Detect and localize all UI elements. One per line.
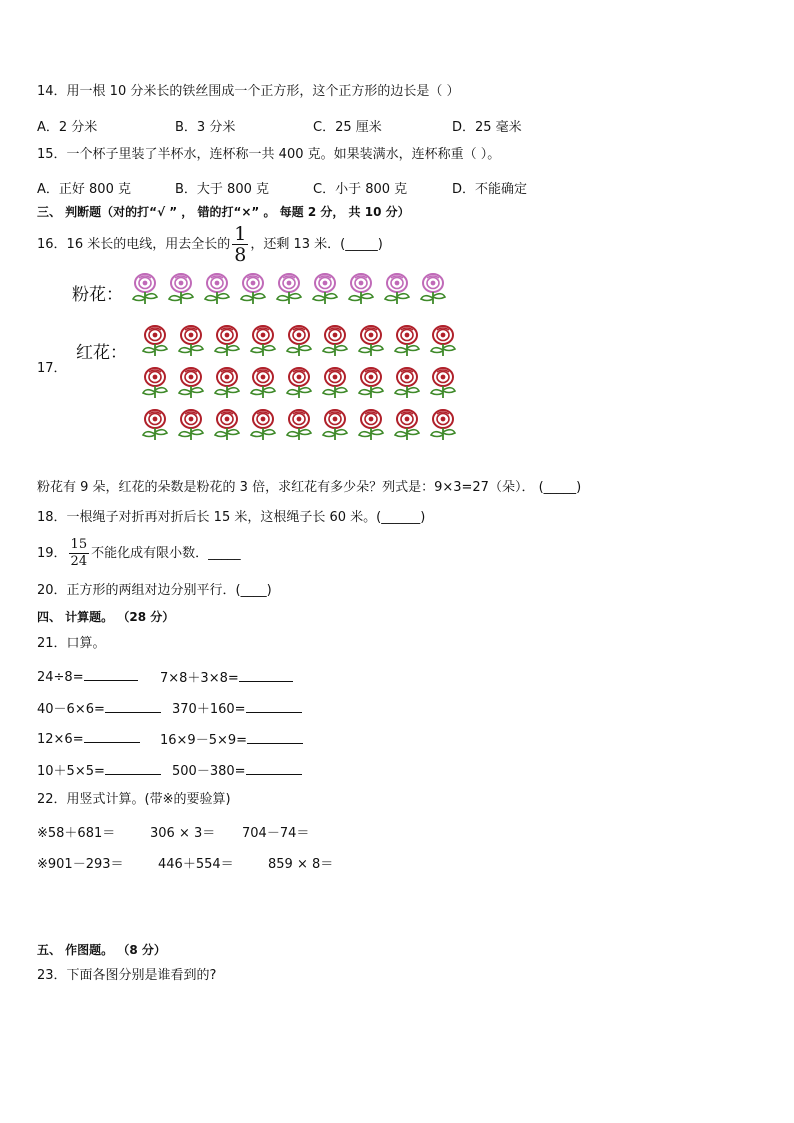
rose-flower-icon bbox=[246, 324, 280, 358]
answer-blank[interactable] bbox=[239, 668, 293, 682]
q15-option-b[interactable]: B．大于 800 克 bbox=[175, 182, 269, 197]
rose-flower-icon bbox=[138, 324, 172, 358]
q19-fraction-den: 24 bbox=[70, 554, 88, 569]
rose-flower-icon bbox=[164, 272, 198, 306]
q18-text: 18．一根绳子对折再对折后长 15 米，这根绳子长 60 米。(______) bbox=[37, 510, 426, 525]
q14-stem: 14．用一根 10 分米长的铁丝围成一个正方形，这个正方形的边长是（ ） bbox=[37, 84, 460, 99]
rose-flower-icon bbox=[390, 366, 424, 400]
rose-flower-icon bbox=[318, 324, 352, 358]
q16-post: ，还剩 13 米．(_____) bbox=[250, 237, 383, 252]
rose-flower-icon bbox=[354, 324, 388, 358]
answer-blank[interactable] bbox=[246, 699, 302, 713]
section4-heading: 四、 计算题。 （28 分） bbox=[37, 610, 175, 624]
q19-pre: 19． bbox=[37, 546, 67, 561]
q19-fraction-num: 15 bbox=[70, 537, 88, 552]
q21-expr: 500－380= bbox=[172, 764, 246, 779]
rose-flower-icon bbox=[174, 408, 208, 442]
q22-expr-2-2: 446＋554＝ bbox=[158, 857, 234, 872]
rose-flower-icon bbox=[354, 366, 388, 400]
rose-flower-icon bbox=[200, 272, 234, 306]
q14-option-c[interactable]: C．25 厘米 bbox=[313, 120, 382, 135]
rose-flower-icon bbox=[354, 408, 388, 442]
rose-flower-icon bbox=[128, 272, 162, 306]
q14-option-b[interactable]: B．3 分米 bbox=[175, 120, 236, 135]
rose-flower-icon bbox=[236, 272, 270, 306]
q22-expr-1-1: ※58＋681＝ bbox=[37, 826, 116, 841]
q21-expr: 10＋5×5= bbox=[37, 764, 105, 779]
q16-fraction-den: 8 bbox=[234, 244, 247, 266]
q19-line bbox=[37, 536, 241, 574]
pink-flower-label: 粉花： bbox=[72, 285, 123, 305]
red-flower-row-2 bbox=[138, 366, 460, 400]
section3-heading: 三、 判断题（对的打“√ ” ， 错的打“×” 。 每题 2 分， 共 10 分） bbox=[37, 205, 410, 219]
q21-expr: 24÷8= bbox=[37, 670, 84, 685]
rose-flower-icon bbox=[210, 408, 244, 442]
q16-pre: 16．16 米长的电线，用去全长的 bbox=[37, 237, 231, 252]
q23-text: 23．下面各图分别是谁看到的? bbox=[37, 968, 217, 983]
q15-stem: 15．一个杯子里装了半杯水，连杯称一共 400 克。如果装满水，连杯称重（ ）。 bbox=[37, 147, 501, 162]
q21-expr: 40－6×6= bbox=[37, 702, 105, 717]
q17-number: 17． bbox=[37, 361, 67, 376]
q14-option-d[interactable]: D．25 毫米 bbox=[452, 120, 522, 135]
q22-expr-1-3: 704－74＝ bbox=[242, 826, 310, 841]
answer-blank[interactable] bbox=[84, 729, 140, 743]
rose-flower-icon bbox=[246, 408, 280, 442]
pink-flower-row bbox=[128, 272, 450, 306]
rose-flower-icon bbox=[318, 408, 352, 442]
q21-item-3-1 bbox=[37, 729, 140, 747]
rose-flower-icon bbox=[426, 324, 460, 358]
answer-blank[interactable] bbox=[105, 761, 161, 775]
q16-line bbox=[37, 224, 383, 264]
q21-expr: 12×6= bbox=[37, 732, 84, 747]
q15-option-d[interactable]: D．不能确定 bbox=[452, 182, 528, 197]
rose-flower-icon bbox=[246, 366, 280, 400]
rose-flower-icon bbox=[390, 408, 424, 442]
section5-heading: 五、 作图题。 （8 分） bbox=[37, 943, 166, 957]
q21-item-4-1 bbox=[37, 760, 161, 779]
q22-expr-2-1: ※901－293＝ bbox=[37, 857, 124, 872]
q15-option-c[interactable]: C．小于 800 克 bbox=[313, 182, 408, 197]
rose-flower-icon bbox=[138, 366, 172, 400]
rose-flower-icon bbox=[308, 272, 342, 306]
rose-flower-icon bbox=[138, 408, 172, 442]
rose-flower-icon bbox=[210, 366, 244, 400]
rose-flower-icon bbox=[318, 366, 352, 400]
rose-flower-icon bbox=[380, 272, 414, 306]
rose-flower-icon bbox=[416, 272, 450, 306]
q22-expr-2-3: 859 × 8＝ bbox=[268, 857, 334, 872]
red-flower-row-3 bbox=[138, 408, 460, 442]
q21-item-1-1 bbox=[37, 667, 138, 685]
rose-flower-icon bbox=[282, 408, 316, 442]
q19-fraction bbox=[69, 537, 90, 570]
rose-flower-icon bbox=[210, 324, 244, 358]
answer-blank[interactable] bbox=[247, 730, 303, 744]
q21-item-1-2 bbox=[160, 667, 293, 686]
q21-item-4-2 bbox=[172, 760, 302, 779]
rose-flower-icon bbox=[426, 366, 460, 400]
q15-option-a[interactable]: A．正好 800 克 bbox=[37, 182, 131, 197]
q16-fraction bbox=[232, 224, 248, 265]
q21-expr: 16×9－5×9= bbox=[160, 733, 248, 748]
answer-blank[interactable] bbox=[246, 761, 302, 775]
rose-flower-icon bbox=[272, 272, 306, 306]
q21-title: 21．口算。 bbox=[37, 636, 106, 651]
q21-expr: 7×8＋3×8= bbox=[160, 671, 239, 686]
rose-flower-icon bbox=[426, 408, 460, 442]
q22-expr-1-2: 306 × 3＝ bbox=[150, 826, 216, 841]
rose-flower-icon bbox=[282, 366, 316, 400]
q19-post: 不能化成有限小数．_____ bbox=[91, 546, 241, 561]
rose-flower-icon bbox=[344, 272, 378, 306]
rose-flower-icon bbox=[174, 366, 208, 400]
answer-blank[interactable] bbox=[105, 699, 161, 713]
q21-item-2-2 bbox=[172, 698, 302, 717]
q21-item-2-1 bbox=[37, 698, 161, 717]
red-flower-label: 红花： bbox=[76, 343, 127, 363]
red-flower-row-1 bbox=[138, 324, 460, 358]
rose-flower-icon bbox=[174, 324, 208, 358]
q14-option-a[interactable]: A．2 分米 bbox=[37, 120, 98, 135]
answer-blank[interactable] bbox=[84, 667, 138, 681]
q21-expr: 370＋160= bbox=[172, 702, 246, 717]
q22-title: 22．用竖式计算。(带※的要验算) bbox=[37, 792, 231, 807]
q16-fraction-num: 1 bbox=[234, 223, 247, 245]
rose-flower-icon bbox=[282, 324, 316, 358]
rose-flower-icon bbox=[390, 324, 424, 358]
q21-item-3-2 bbox=[160, 729, 303, 748]
q17-text: 粉花有 9 朵，红花的朵数是粉花的 3 倍，求红花有多少朵？列式是：9×3=27（朵）． (_____) bbox=[37, 480, 582, 495]
q20-text: 20．正方形的两组对边分别平行．(____) bbox=[37, 583, 272, 598]
